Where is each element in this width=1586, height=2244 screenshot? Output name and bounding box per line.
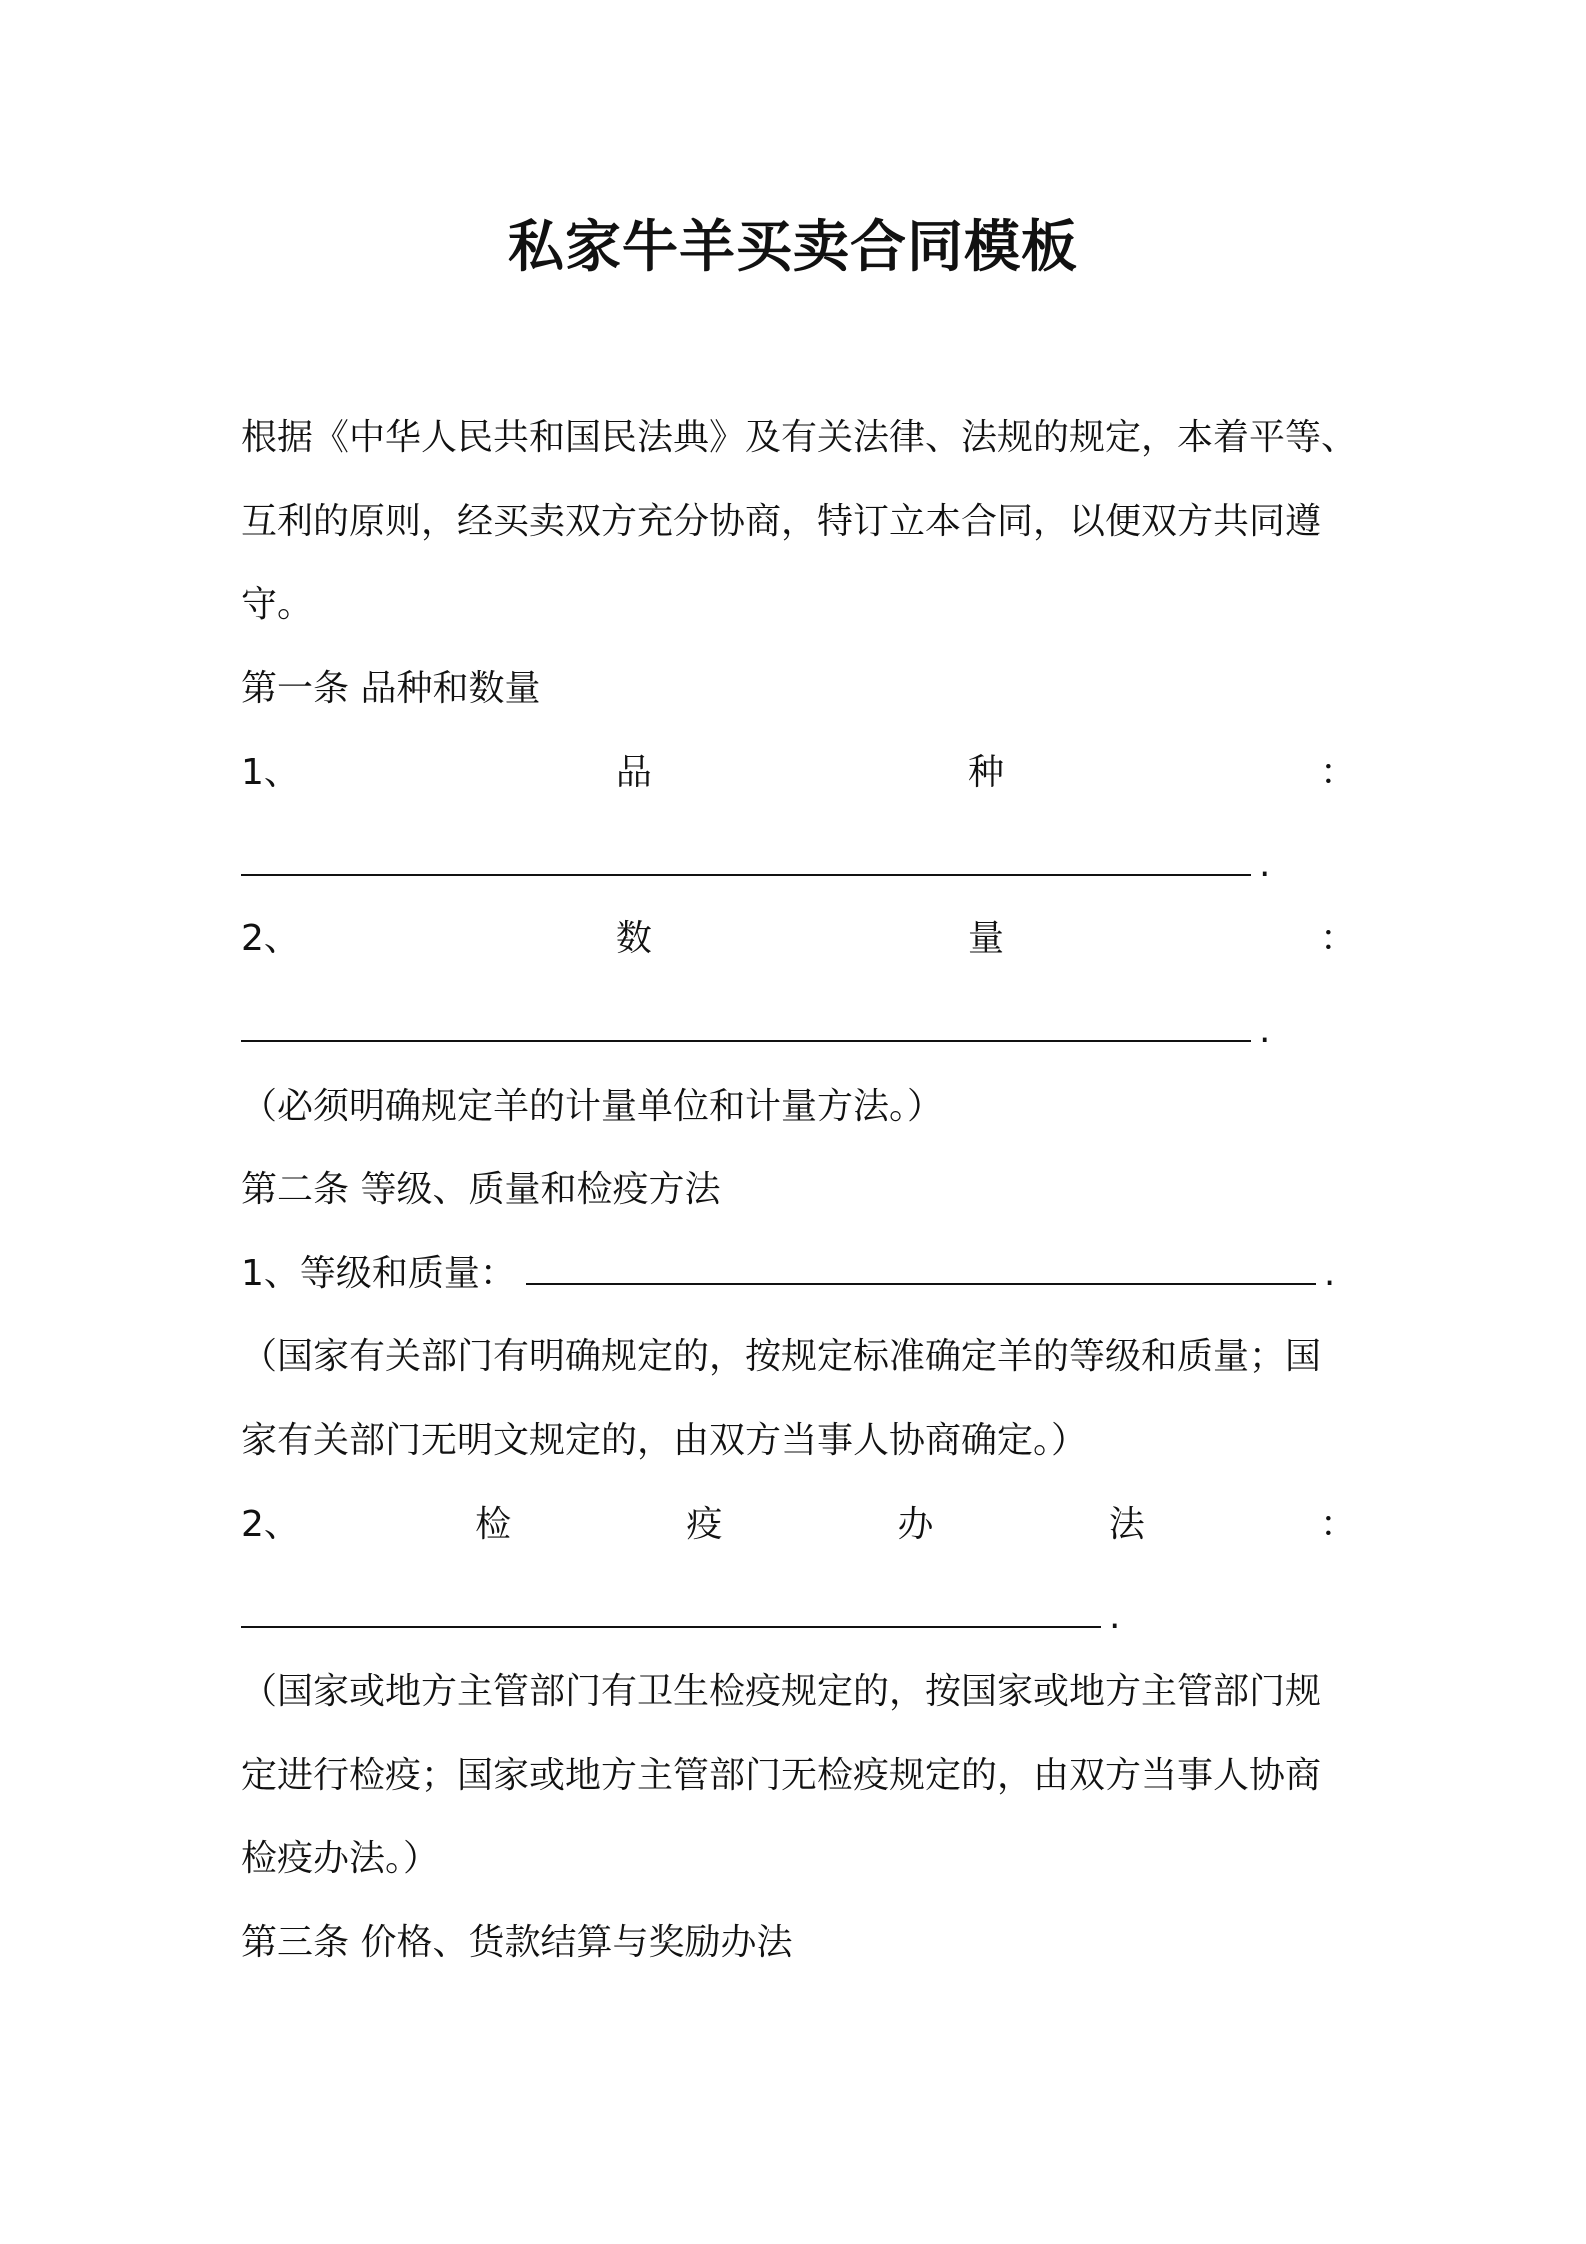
item-label-char: 种 xyxy=(967,752,1004,793)
document-title: 私家牛羊买卖合同模板 xyxy=(508,215,1078,280)
blank-end-mark: . xyxy=(1109,1596,1121,1637)
item-colon: ： xyxy=(1319,918,1356,959)
item-label-char: 数 xyxy=(615,918,652,959)
article-1-heading: 第一条 品种和数量 xyxy=(241,668,541,709)
article-2-note-2-line-1: （国家或地方主管部门有卫生检疫规定的，按国家或地方主管部门规 xyxy=(241,1671,1322,1712)
variety-blank-line xyxy=(241,840,1270,890)
article-1-item-1 xyxy=(241,748,1356,798)
item-label-char: 法 xyxy=(1108,1504,1145,1545)
blank-end-mark: . xyxy=(1259,1010,1271,1051)
article-1-item-2 xyxy=(241,914,1356,964)
article-2-note-2-line-2: 定进行检疫；国家或地方主管部门无检疫规定的，由双方当事人协商 xyxy=(241,1755,1322,1796)
article-2-item-1 xyxy=(241,1249,1356,1299)
grade-quality-label: 1、等级和质量： xyxy=(241,1253,516,1294)
item-colon: ： xyxy=(1319,1504,1356,1545)
intro-line-1: 根据《中华人民共和国民法典》及有关法律、法规的规定，本着平等、 xyxy=(241,417,1358,458)
article-2-note-2-line-3: 检疫办法。） xyxy=(241,1838,440,1879)
item-number: 2、 xyxy=(241,918,300,959)
blank-end-mark: . xyxy=(1259,844,1271,885)
article-1-note: （必须明确规定羊的计量单位和计量方法。） xyxy=(241,1086,944,1127)
grade-quality-blank[interactable] xyxy=(526,1253,1316,1285)
intro-line-3: 守。 xyxy=(241,584,314,625)
item-number: 2、 xyxy=(241,1504,300,1545)
intro-line-2: 互利的原则，经买卖双方充分协商，特订立本合同，以便双方共同遵 xyxy=(241,501,1322,542)
item-label-char: 品 xyxy=(615,752,652,793)
article-3-heading: 第三条 价格、货款结算与奖励办法 xyxy=(241,1922,793,1963)
item-label-char: 检 xyxy=(475,1504,512,1545)
item-number: 1、 xyxy=(241,752,300,793)
quarantine-blank-line xyxy=(241,1592,1120,1642)
blank-end-mark: . xyxy=(1323,1253,1336,1294)
article-2-note-1-line-1: （国家有关部门有明确规定的，按规定标准确定羊的等级和质量；国 xyxy=(241,1336,1322,1377)
article-2-note-1-line-2: 家有关部门无明文规定的，由双方当事人协商确定。） xyxy=(241,1420,1088,1461)
quarantine-blank[interactable] xyxy=(241,1596,1101,1628)
quantity-blank-line xyxy=(241,1006,1270,1056)
quantity-blank[interactable] xyxy=(241,1010,1251,1042)
article-2-heading: 第二条 等级、质量和检疫方法 xyxy=(241,1169,721,1210)
article-2-item-2 xyxy=(241,1500,1356,1550)
item-label-char: 疫 xyxy=(686,1504,723,1545)
item-label-char: 量 xyxy=(967,918,1004,959)
variety-blank[interactable] xyxy=(241,844,1251,876)
item-label-char: 办 xyxy=(897,1504,934,1545)
item-colon: ： xyxy=(1319,752,1356,793)
